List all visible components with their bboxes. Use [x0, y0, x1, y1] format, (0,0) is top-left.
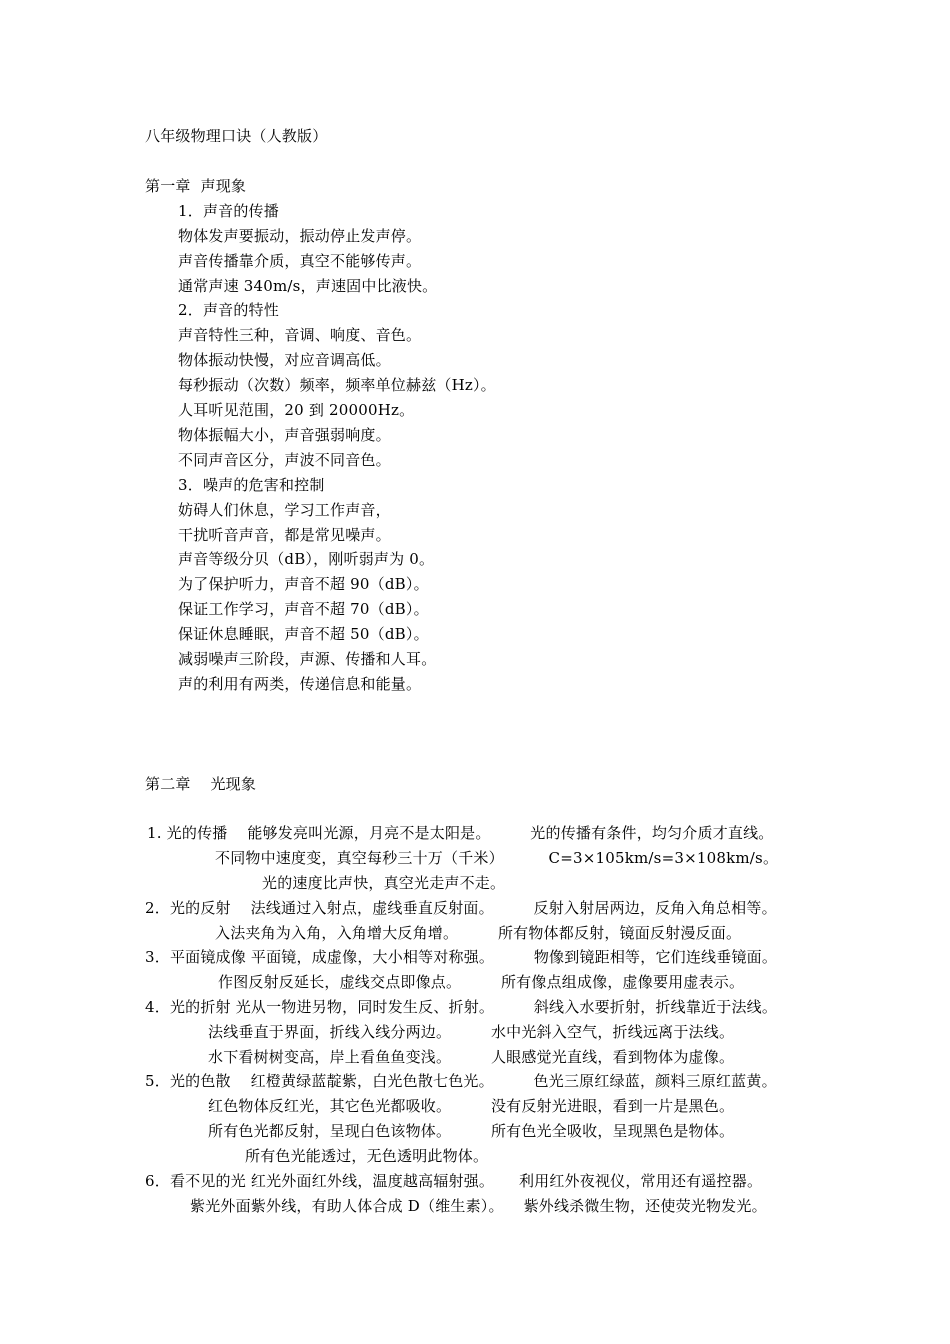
- text-line: 紫光外面紫外线，有助人体合成 D（维生素）。 紫外线杀微生物，还使荧光物发光。: [190, 1197, 767, 1215]
- text-line: 通常声速 340m/s，声速固中比液快。: [178, 277, 438, 295]
- text-line: 3．平面镜成像 平面镜，成虚像，大小相等对称强。 物像到镜距相等，它们连线垂镜面。: [145, 948, 778, 966]
- text-line: 声音传播靠介质，真空不能够传声。: [178, 252, 422, 270]
- text-line: 所有色光能透过，无色透明此物体。: [245, 1147, 489, 1165]
- text-line: 干扰听音声音，都是常见噪声。: [178, 526, 391, 544]
- document-title: 八年级物理口诀（人教版）: [145, 127, 328, 145]
- text-line: 妨碍人们休息，学习工作声音，: [178, 501, 391, 519]
- text-line: 入法夹角为入角，入角增大反角增。 所有物体都反射，镜面反射漫反面。: [215, 924, 742, 942]
- text-line: 1. 光的传播 能够发亮叫光源，月亮不是太阳是。 光的传播有条件，均匀介质才直线。: [147, 824, 774, 842]
- text-line: 不同声音区分，声波不同音色。: [178, 451, 391, 469]
- text-line: 所有色光都反射，呈现白色该物体。 所有色光全吸收，呈现黑色是物体。: [208, 1122, 735, 1140]
- text-line: 6．看不见的光 红光外面红外线，温度越高辐射强。 利用红外夜视仪，常用还有遥控器。: [145, 1172, 763, 1190]
- chapter-2-heading: 第二章 光现象: [145, 775, 257, 793]
- section-heading: 1．声音的传播: [178, 202, 279, 220]
- text-line: 保证工作学习，声音不超 70（dB）。: [178, 600, 429, 618]
- text-line: 物体发声要振动，振动停止发声停。: [178, 227, 422, 245]
- text-line: 保证休息睡眠，声音不超 50（dB）。: [178, 625, 429, 643]
- text-line: 2．光的反射 法线通过入射点，虚线垂直反射面。 反射入射居两边，反角入角总相等。: [145, 899, 777, 917]
- text-line: 法线垂直于界面，折线入线分两边。 水中光斜入空气，折线远离于法线。: [208, 1023, 735, 1041]
- text-line: 人耳听见范围，20 到 20000Hz。: [178, 401, 415, 419]
- chapter-1-heading: 第一章 声现象: [145, 177, 247, 195]
- text-line: 每秒振动（次数）频率，频率单位赫兹（Hz）。: [178, 376, 496, 394]
- text-line: 物体振动快慢，对应音调高低。: [178, 351, 391, 369]
- text-line: 物体振幅大小，声音强弱响度。: [178, 426, 391, 444]
- text-line: 4．光的折射 光从一物进另物，同时发生反、折射。 斜线入水要折射，折线靠近于法线。: [145, 998, 778, 1016]
- section-heading: 3．噪声的危害和控制: [178, 476, 325, 494]
- text-line: 减弱噪声三阶段，声源、传播和人耳。: [178, 650, 437, 668]
- text-line: 声音等级分贝（dB），刚听弱声为 0。: [178, 550, 435, 568]
- text-line: 不同物中速度变，真空每秒三十万（千米） C=3×105km/s=3×108km/s。: [215, 849, 779, 867]
- text-line: 5．光的色散 红橙黄绿蓝靛紫，白光色散七色光。 色光三原红绿蓝，颜料三原红蓝黄。: [145, 1072, 777, 1090]
- text-line: 红色物体反红光，其它色光都吸收。 没有反射光进眼，看到一片是黑色。: [208, 1097, 735, 1115]
- text-line: 为了保护听力，声音不超 90（dB）。: [178, 575, 429, 593]
- text-line: 声的利用有两类，传递信息和能量。: [178, 675, 422, 693]
- text-line: 声音特性三种，音调、响度、音色。: [178, 326, 422, 344]
- text-line: 水下看树树变高，岸上看鱼鱼变浅。 人眼感觉光直线，看到物体为虚像。: [208, 1048, 735, 1066]
- text-line: 作图反射反延长，虚线交点即像点。 所有像点组成像，虚像要用虚表示。: [218, 973, 745, 991]
- text-line: 光的速度比声快，真空光走声不走。: [262, 874, 506, 892]
- section-heading: 2．声音的特性: [178, 301, 279, 319]
